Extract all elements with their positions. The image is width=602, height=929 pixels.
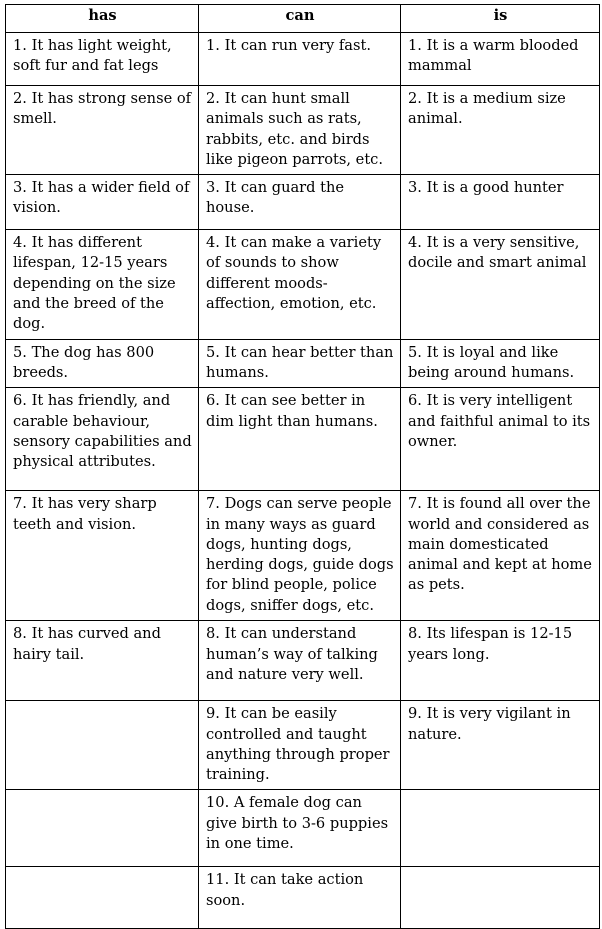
- table-row: [6, 388, 600, 491]
- header-is: is: [401, 5, 600, 33]
- cell-is: 2. It is a medium size animal.: [401, 86, 600, 175]
- cell-has: 8. It has curved and hairy tail.: [6, 621, 199, 701]
- header-has: has: [6, 5, 199, 33]
- cell-has: 3. It has a wider field of vision.: [6, 175, 199, 230]
- cell-is: 3. It is a good hunter: [401, 175, 600, 230]
- table-row: [6, 621, 600, 701]
- cell-has: 4. It has different lifespan, 12-15 years depending on the size and the breed of the dog.: [6, 230, 199, 339]
- cell-has: 2. It has strong sense of smell.: [6, 86, 199, 175]
- table-row: [6, 867, 600, 929]
- table-row: [6, 339, 600, 388]
- cell-can: 10. A female dog can give birth to 3-6 puppies in one time.: [199, 790, 401, 867]
- cell-is: 4. It is a very sensitive, docile and smart animal: [401, 230, 600, 339]
- dog-traits-table: [5, 4, 600, 929]
- table-row: [6, 790, 600, 867]
- cell-is: [401, 867, 600, 929]
- table-row: [6, 230, 600, 339]
- cell-can: 5. It can hear better than humans.: [199, 339, 401, 388]
- cell-has: [6, 790, 199, 867]
- cell-is: 6. It is very intelligent and faithful animal to its owner.: [401, 388, 600, 491]
- cell-is: 1. It is a warm blooded mammal: [401, 33, 600, 86]
- cell-can: 8. It can understand human’s way of talking and nature very well.: [199, 621, 401, 701]
- table-row: [6, 491, 600, 621]
- cell-can: 3. It can guard the house.: [199, 175, 401, 230]
- header-can: can: [199, 5, 401, 33]
- cell-is: 9. It is very vigilant in nature.: [401, 701, 600, 790]
- cell-has: [6, 701, 199, 790]
- cell-has: 7. It has very sharp teeth and vision.: [6, 491, 199, 621]
- cell-has: 1. It has light weight, soft fur and fat legs: [6, 33, 199, 86]
- cell-is: 8. Its lifespan is 12-15 years long.: [401, 621, 600, 701]
- cell-is: [401, 790, 600, 867]
- cell-can: 9. It can be easily controlled and taught anything through proper training.: [199, 701, 401, 790]
- cell-can: 1. It can run very fast.: [199, 33, 401, 86]
- cell-is: 7. It is found all over the world and considered as main domesticated animal and kept at home as pets.: [401, 491, 600, 621]
- table-row: [6, 33, 600, 86]
- cell-is: 5. It is loyal and like being around humans.: [401, 339, 600, 388]
- cell-has: 5. The dog has 800 breeds.: [6, 339, 199, 388]
- header-row: [6, 5, 600, 33]
- cell-can: 2. It can hunt small animals such as rats, rabbits, etc. and birds like pigeon parrots, etc.: [199, 86, 401, 175]
- table-row: [6, 701, 600, 790]
- cell-has: 6. It has friendly, and carable behaviour, sensory capabilities and physical attributes.: [6, 388, 199, 491]
- cell-has: [6, 867, 199, 929]
- cell-can: 7. Dogs can serve people in many ways as guard dogs, hunting dogs, herding dogs, guide dogs for blind people, police dogs, sniffer dogs, etc.: [199, 491, 401, 621]
- cell-can: 4. It can make a variety of sounds to show different moods-affection, emotion, etc.: [199, 230, 401, 339]
- cell-can: 11. It can take action soon.: [199, 867, 401, 929]
- cell-can: 6. It can see better in dim light than humans.: [199, 388, 401, 491]
- table-row: [6, 86, 600, 175]
- table-row: [6, 175, 600, 230]
